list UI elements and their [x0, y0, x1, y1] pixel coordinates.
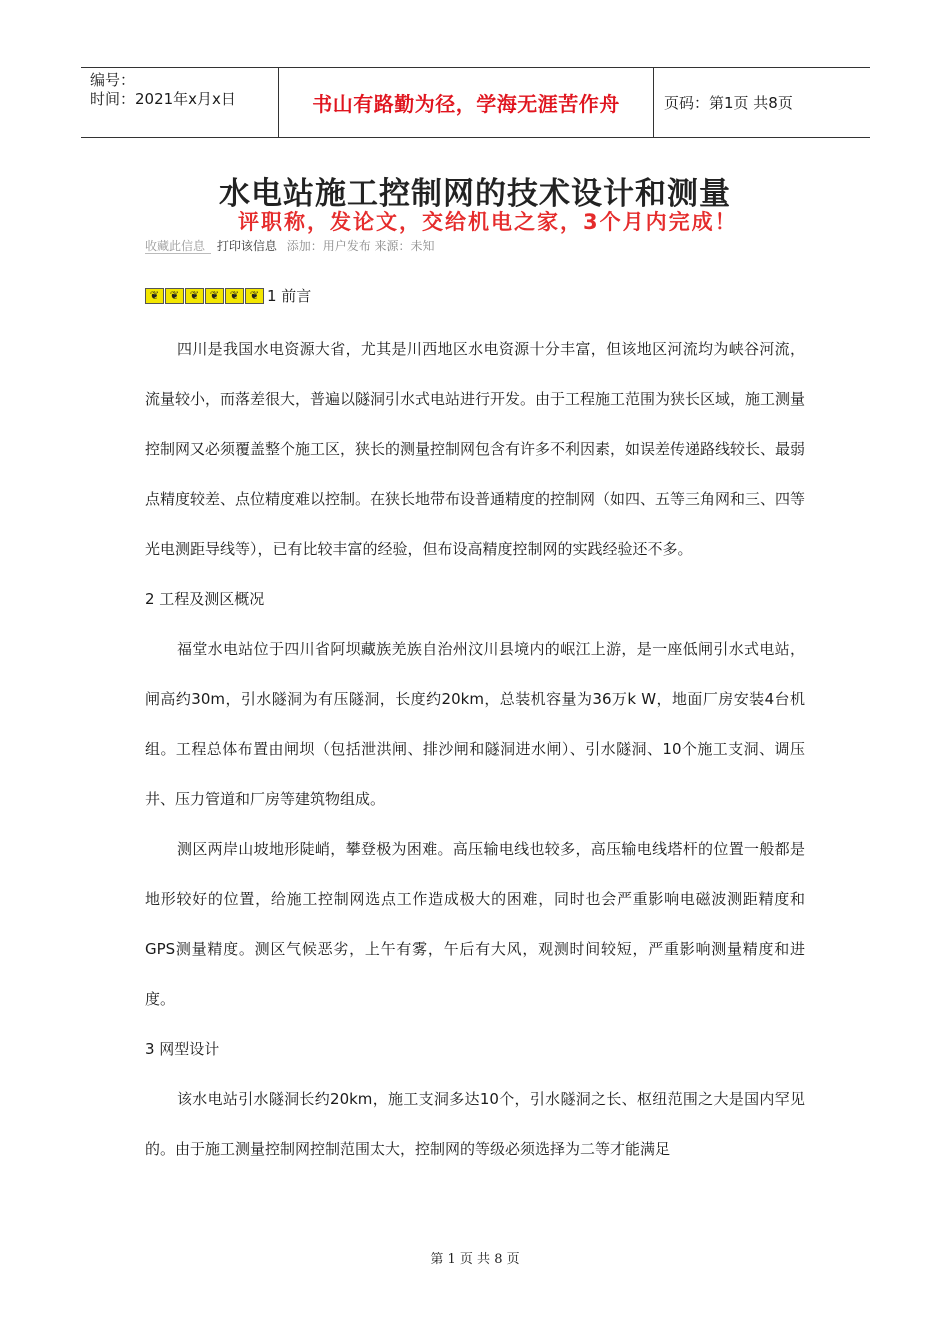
- favorite-link[interactable]: 收藏此信息: [145, 239, 211, 254]
- paragraph: 该水电站引水隧洞长约20km，施工支洞多达10个，引水隧洞之长、枢纽范围之大是国内罕见的。由于施工测量控制网控制范围太大，控制网的等级必须选择为二等才能满足: [145, 1090, 805, 1158]
- motto: 书山有路勤为径，学海无涯苦作舟: [279, 68, 654, 137]
- promo-banner[interactable]: 评职称，发论文，交给机电之家，3个月内完成！: [238, 210, 738, 234]
- page-info: 页码：第1页 共8页: [664, 94, 793, 112]
- number-label: 编号：: [90, 71, 136, 89]
- section-title: 3 网型设计: [145, 1040, 220, 1058]
- article-body: [145, 324, 805, 1174]
- section-title: 1 前言: [267, 287, 312, 305]
- time-label: 时间：2021年x月x日: [90, 90, 236, 108]
- paragraph: 福堂水电站位于四川省阿坝藏族羌族自治州汶川县境内的岷江上游，是一座低闸引水式电站，闸高约30m，引水隧洞为有压隧洞，长度约20km，总装机容量为36万k W，地面厂房安装4台机组。工程总体布置由闸坝（包括泄洪闸、排沙闸和隧洞进水闸）、引水隧洞、10个施工支洞、调压井、压力管道和厂房等建筑物组成。: [145, 640, 805, 808]
- decorative-tile-icon: ❦: [145, 288, 164, 304]
- paragraph: 测区两岸山坡地形陡峭，攀登极为困难。高压输电线也较多，高压输电线塔杆的位置一般都是地形较好的位置，给施工控制网选点工作造成极大的困难，同时也会严重影响电磁波测距精度和GPS测量精度。测区气候恶劣，上午有雾，午后有大风，观测时间较短，严重影响测量精度和进度。: [145, 840, 805, 1008]
- decorative-tile-icon: ❦: [165, 288, 184, 304]
- decorative-tile-icon: ❦: [185, 288, 204, 304]
- meta-bar: [145, 237, 435, 254]
- section-title: 2 工程及测区概况: [145, 590, 265, 608]
- page-title: 水电站施工控制网的技术设计和测量: [219, 176, 731, 212]
- page-footer: 第 1 页 共 8 页: [430, 1252, 520, 1267]
- meta-info: 添加：用户发布 来源：未知: [286, 239, 435, 253]
- header-left-cell: [81, 68, 279, 137]
- header-table: [81, 67, 870, 138]
- decorative-tile-icon: ❦: [245, 288, 264, 304]
- section-heading-1: [145, 285, 311, 306]
- decorative-tile-icon: ❦: [225, 288, 244, 304]
- paragraph: 四川是我国水电资源大省，尤其是川西地区水电资源十分丰富，但该地区河流均为峡谷河流，流量较小，而落差很大，普遍以隧洞引水式电站进行开发。由于工程施工范围为狭长区域，施工测量控制网又必须覆盖整个施工区，狭长的测量控制网包含有许多不利因素，如误差传递路线较长、最弱点精度较差、点位精度难以控制。在狭长地带布设普通精度的控制网（如四、五等三角网和三、四等光电测距导线等），已有比较丰富的经验，但布设高精度控制网的实践经验还不多。: [145, 340, 806, 558]
- decorative-tile-icon: ❦: [205, 288, 224, 304]
- print-link[interactable]: 打印该信息: [216, 239, 277, 253]
